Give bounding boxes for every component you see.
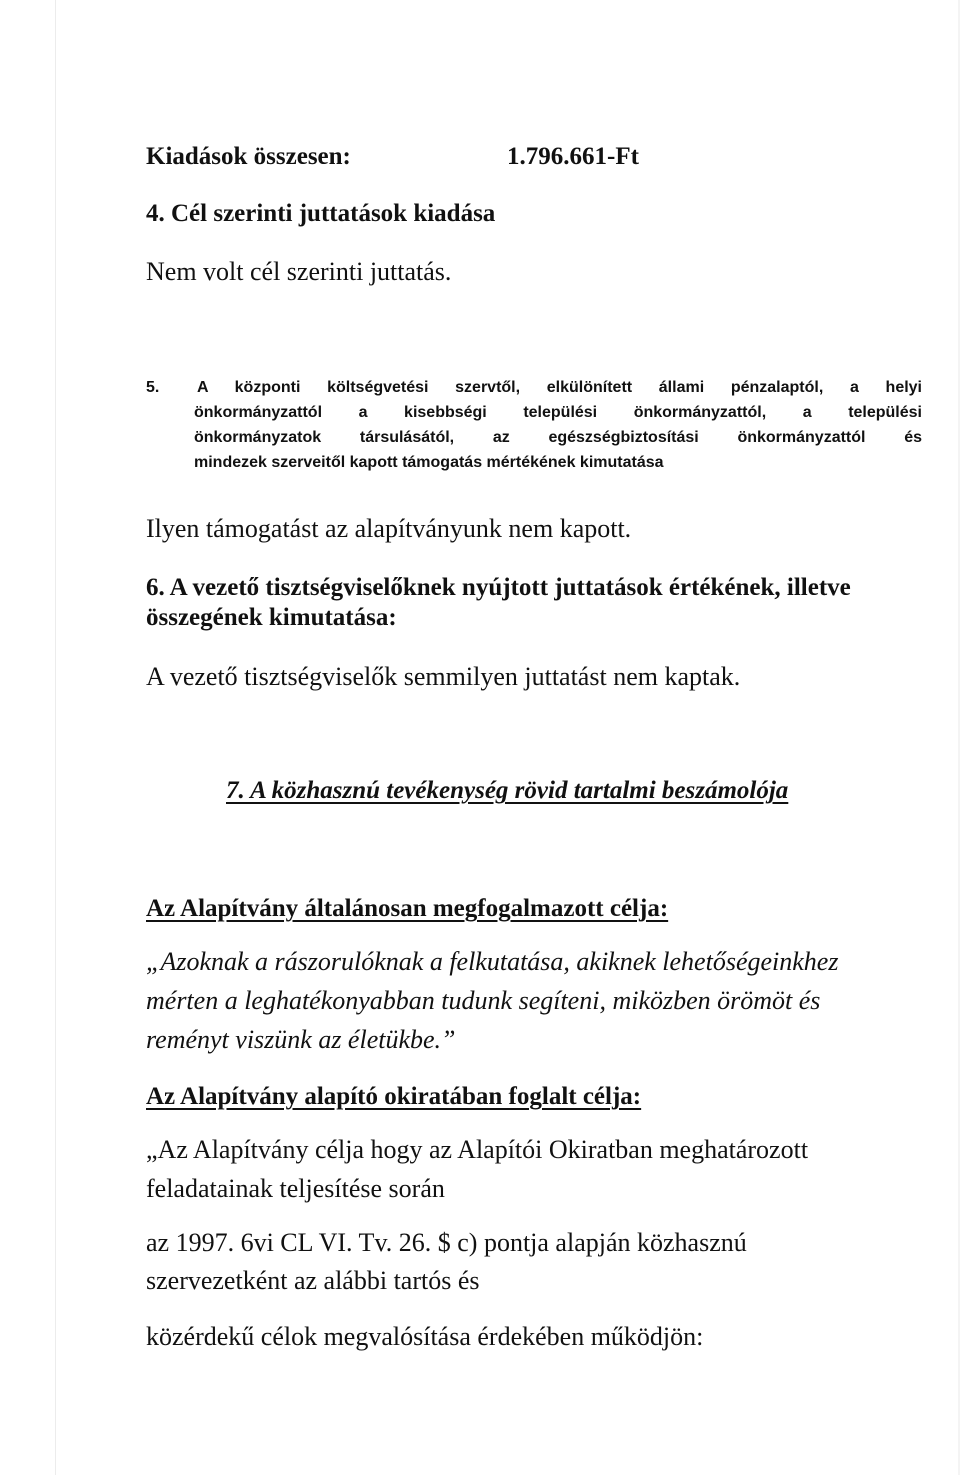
deed-goal-line-1: „Az Alapítvány célja hogy az Alapítói Okiratban meghatározott [146,1135,809,1164]
law-line-1: az 1997. 6vi CL VI. Tv. 26. $ c) pontja alapján közhasznú [146,1228,747,1257]
section6-text: A vezető tisztségviselők semmilyen juttatást nem kaptak. [146,662,741,691]
final-line: közérdekű célok megvalósítása érdekében működjön: [146,1322,704,1351]
section5-number: 5. [146,379,160,396]
section5-text: Ilyen támogatást az alapítványunk nem kapott. [146,514,632,543]
general-goal-quote-line-3: reményt viszünk az életükbe.” [146,1025,456,1054]
general-goal-quote-line-2: mérten a leghatékonyabban tudunk segíteni, miközben örömöt és [146,986,821,1015]
section5-line-4: mindezek szerveitől kapott támogatás mértékének kimutatása [194,454,664,471]
summary-label: Kiadások összesen: [146,143,351,170]
scan-margin-line [55,0,56,1475]
section7-heading: 7. A közhasznú tevékenység rövid tartalmi beszámolója [226,777,789,804]
law-line-2: szervezetként az alábbi tartós és [146,1266,480,1295]
section5-line-3: önkormányzatok társulásától, az egészségbiztosítási önkormányzattól és [194,429,922,446]
section6-heading-line-2: összegének kimutatása: [146,604,397,631]
section6-heading-line-1: 6. A vezető tisztségviselőknek nyújtott juttatások értékének, illetve [146,574,851,601]
section4-heading: 4. Cél szerinti juttatások kiadása [146,200,496,227]
section5-line-1: A központi költségvetési szervtől, elkülönített állami pénzalaptól, a helyi [197,379,922,396]
deed-goal-heading: Az Alapítvány alapító okiratában foglalt célja: [146,1083,642,1110]
general-goal-heading: Az Alapítvány általánosan megfogalmazott célja: [146,895,669,922]
summary-value: 1.796.661-Ft [507,143,639,170]
section4-text: Nem volt cél szerinti juttatás. [146,257,452,286]
deed-goal-line-2: feladatainak teljesítése során [146,1174,445,1203]
section5-line-2: önkormányzattól a kisebbségi települési önkormányzattól, a települési [194,404,922,421]
general-goal-quote-line-1: „Azoknak a rászorulóknak a felkutatása, akiknek lehetőségeinkhez [146,947,839,976]
